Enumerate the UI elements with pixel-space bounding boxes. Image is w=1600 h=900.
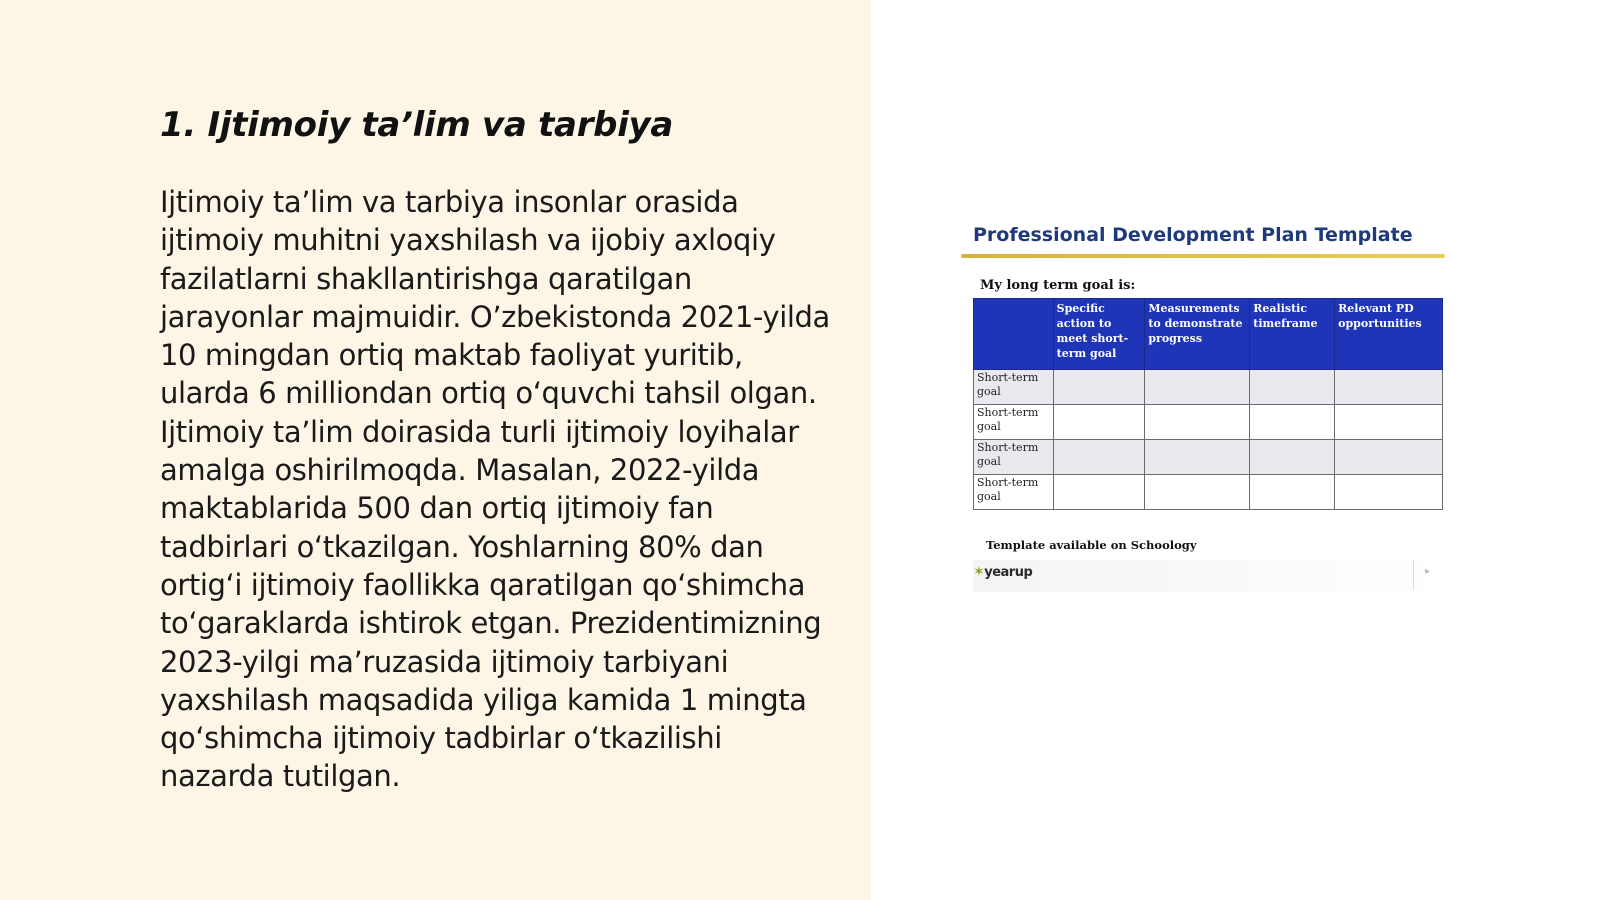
table-cell	[1335, 370, 1443, 405]
row-label: Short-term goal	[974, 405, 1054, 440]
table-header-cell: Measurements to demonstrate progress	[1145, 299, 1250, 370]
table-row	[974, 475, 1443, 510]
row-label: Short-term goal	[974, 475, 1054, 510]
section-title: 1. Ijtimoiy ta’lim va tarbiya	[160, 105, 674, 145]
table-row	[974, 405, 1443, 440]
chevron-right-icon: ▸	[1425, 566, 1431, 577]
table-cell	[1250, 440, 1335, 475]
row-label: Short-term goal	[974, 440, 1054, 475]
table-cell	[1145, 370, 1250, 405]
pd-plan-template-image	[955, 220, 1455, 590]
table-cell	[1053, 370, 1145, 405]
table-header-cell: Realistic timeframe	[1250, 299, 1335, 370]
table-header-row	[974, 299, 1443, 370]
long-term-goal-label: My long term goal is:	[980, 278, 1136, 293]
table-cell	[1250, 475, 1335, 510]
title-underline	[961, 254, 1445, 258]
table-cell	[1250, 405, 1335, 440]
logo-text: yearup	[984, 565, 1033, 580]
table-cell	[1335, 440, 1443, 475]
availability-note: Template available on Schoology	[986, 538, 1197, 552]
row-label: Short-term goal	[974, 370, 1054, 405]
table-cell	[1053, 440, 1145, 475]
table-cell	[1145, 405, 1250, 440]
table-row	[974, 440, 1443, 475]
section-body: Ijtimoiy ta’lim va tarbiya insonlar orasida ijtimoiy muhitni yaxshilash va ijobiy axloqiy fazilatlarni shakllantirishga qaratilgan jarayonlar majmuidir. O’zbekistonda 2021-yilda 10 mingdan ortiq maktab faoliyat yuritib, ularda 6 milliondan ortiq o‘quvchi tahsil olgan. Ijtimoiy ta’lim doirasida turli ijtimoiy loyihalar amalga oshirilmoqda. Masalan, 2022-yilda maktablarida 500 dan ortiq ijtimoiy fan tadbirlari o‘tkazilgan. Yoshlarning 80% dan ortig‘i ijtimoiy faollikka qaratilgan qo‘shimcha to‘garaklarda ishtirok etgan. Prezidentimizning 2023-yilgi ma’ruzasida ijtimoiy tarbiyani yaxshilash maqsadida yiliga kamida 1 mingta qo‘shimcha ijtimoiy tadbirlar o‘tkazilishi nazarda tutilgan.	[160, 185, 830, 794]
table-cell	[1053, 405, 1145, 440]
footer-divider	[1413, 560, 1414, 590]
table-cell	[1145, 475, 1250, 510]
table-cell	[1053, 475, 1145, 510]
yearup-logo	[973, 564, 1032, 580]
table-cell	[1145, 440, 1250, 475]
table-cell	[1335, 475, 1443, 510]
table-header-cell: Specific action to meet short-term goal	[1053, 299, 1145, 370]
table-cell	[1335, 405, 1443, 440]
template-footer	[973, 560, 1443, 592]
table-header-cell: Relevant PD opportunities	[1335, 299, 1443, 370]
plan-table	[973, 298, 1443, 510]
sprout-icon: ✶	[973, 564, 985, 580]
template-title: Professional Development Plan Template	[973, 224, 1413, 246]
table-row	[974, 370, 1443, 405]
table-header-cell	[974, 299, 1054, 370]
table-cell	[1250, 370, 1335, 405]
